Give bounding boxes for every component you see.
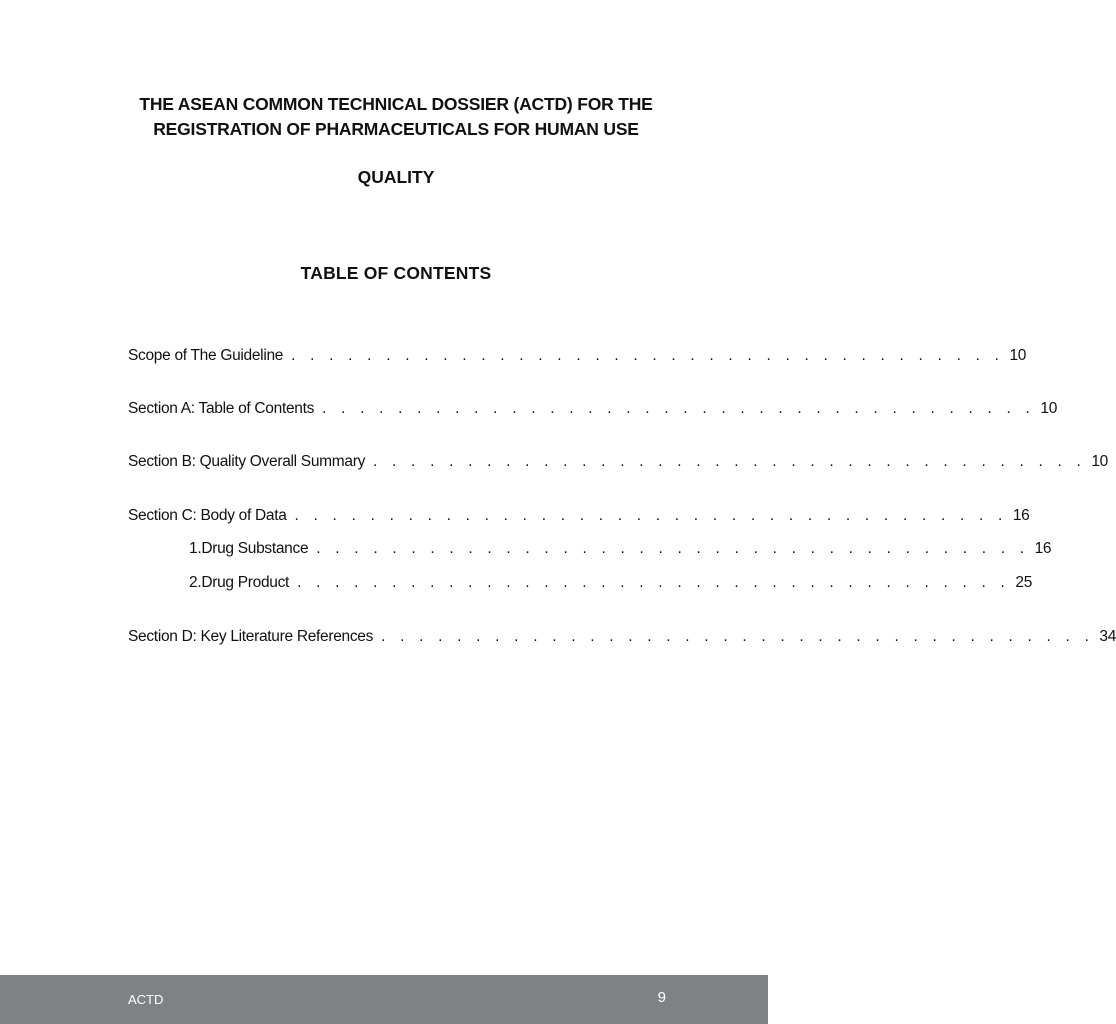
toc-entry-label: Section D: Key Literature References (128, 628, 374, 645)
toc-page-number: 16 (1034, 540, 1052, 557)
toc-page-number: 25 (1015, 574, 1033, 591)
toc-entry-label: Scope of The Guideline (128, 347, 284, 364)
toc-page-number: 34 (1099, 628, 1116, 645)
toc-leader-dots: . . . . . . . . . . . . . . . . . . . . . . . . . . . . . . . . . . . . . . (294, 507, 1008, 524)
page-footer (0, 975, 768, 1024)
footer-page-number: 9 (657, 989, 666, 1006)
toc-entry-drug-substance[interactable] (189, 538, 1052, 560)
toc-entry-scope[interactable] (128, 345, 1027, 367)
document-title-line-1: THE ASEAN COMMON TECHNICAL DOSSIER (ACTD) FOR THE (139, 94, 653, 114)
toc-entry-label: Section C: Body of Data (128, 507, 287, 524)
toc-leader-dots: . . . . . . . . . . . . . . . . . . . . . . . . . . . . . . . . . . . . . . (291, 347, 1005, 364)
toc-entry-section-a[interactable] (128, 398, 1058, 420)
toc-entry-section-d[interactable] (128, 626, 1116, 648)
document-subtitle: QUALITY (357, 167, 435, 187)
toc-entry-label: Drug Product (201, 574, 290, 591)
toc-page-number: 16 (1012, 507, 1030, 524)
toc-leader-dots: . . . . . . . . . . . . . . . . . . . . . . . . . . . . . . . . . . . . . . (316, 540, 1030, 557)
footer-label: ACTD (128, 992, 164, 1007)
toc-page-number: 10 (1040, 400, 1058, 417)
document-title-line-2: REGISTRATION OF PHARMACEUTICALS FOR HUMAN USE (153, 119, 639, 139)
toc-entry-number: 2. (189, 574, 202, 591)
toc-entry-label: Section A: Table of Contents (128, 400, 315, 417)
toc-entry-section-b[interactable] (128, 451, 1109, 473)
toc-entry-label: Section B: Quality Overall Summary (128, 453, 366, 470)
document-title (0, 92, 792, 142)
toc-page-number: 10 (1009, 347, 1027, 364)
toc-entry-label: Drug Substance (201, 540, 309, 557)
toc-heading: TABLE OF CONTENTS (300, 263, 492, 283)
toc-leader-dots: . . . . . . . . . . . . . . . . . . . . . . . . . . . . . . . . . . . . . . (297, 574, 1011, 591)
toc-entry-drug-product[interactable] (189, 572, 1033, 594)
toc-entry-section-c[interactable] (128, 505, 1030, 527)
toc-entry-number: 1. (189, 540, 202, 557)
toc-leader-dots: . . . . . . . . . . . . . . . . . . . . . . . . . . . . . . . . . . . . . . (322, 400, 1036, 417)
toc-page-number: 10 (1091, 453, 1109, 470)
toc-leader-dots: . . . . . . . . . . . . . . . . . . . . . . . . . . . . . . . . . . . . . . (381, 628, 1095, 645)
toc-leader-dots: . . . . . . . . . . . . . . . . . . . . . . . . . . . . . . . . . . . . . . (373, 453, 1087, 470)
